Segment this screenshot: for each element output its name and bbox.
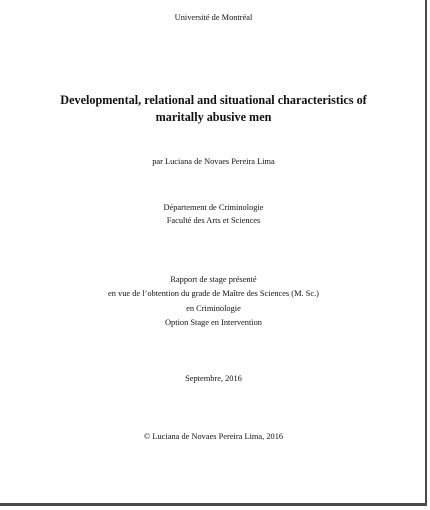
thesis-title-line-2: maritally abusive men xyxy=(155,110,272,124)
faculty-name: Faculté des Arts et Sciences xyxy=(166,216,261,225)
submission-date: Septembre, 2016 xyxy=(185,374,242,383)
author-line: par Luciana de Novaes Pereira Lima xyxy=(152,157,275,166)
report-line-3: en Criminologie xyxy=(186,304,241,313)
report-line-4: Option Stage en Intervention xyxy=(165,318,262,327)
university-name: Université de Montréal xyxy=(174,13,253,22)
report-line-2: en vue de l’obtention du grade de Maître des Sciences (M. Sc.) xyxy=(108,289,319,298)
report-line-1: Rapport de stage présenté xyxy=(170,275,257,284)
thesis-title-line-1: Developmental, relational and situational characteristics of xyxy=(60,93,367,107)
department-name: Département de Criminologie xyxy=(163,203,264,212)
copyright-notice: © Luciana de Novaes Pereira Lima, 2016 xyxy=(143,432,284,441)
